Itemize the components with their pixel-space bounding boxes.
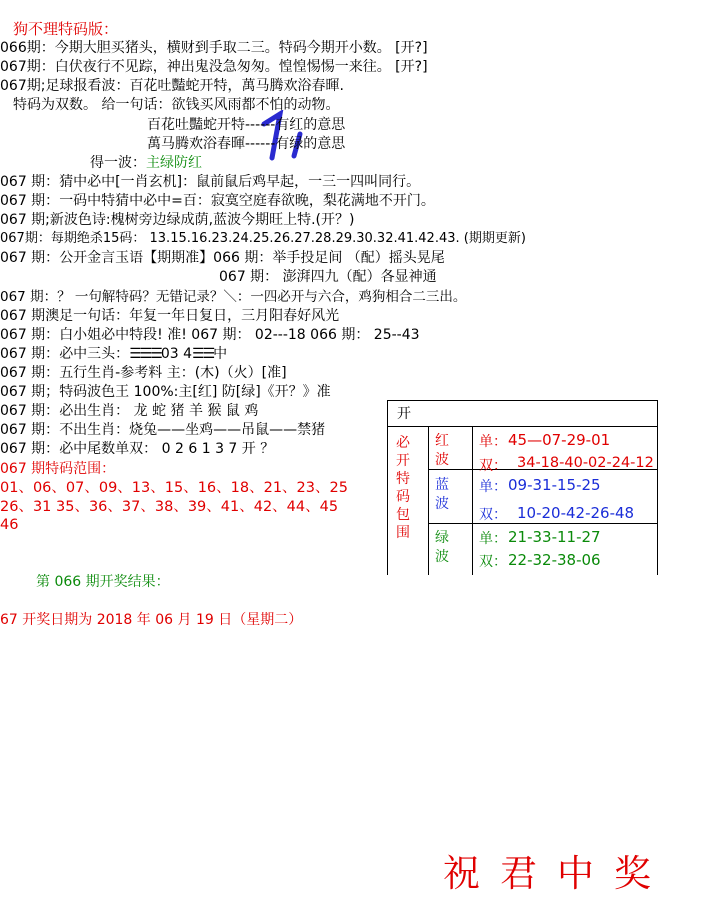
range-title: 067 期特码范围： [0,461,116,477]
line-prefix: 067 [0,365,27,381]
line-text: 得一波： [90,155,146,171]
line-suffix: 期： [26,193,60,209]
line-7 [90,154,202,172]
line-text: 一码中特猜中必中=百：寂寞空庭春欲晚，梨花满地不开门。 [59,193,435,209]
line-9 [0,192,435,210]
line-suffix: 期： [26,365,60,381]
line-text: 03 4 [160,346,193,362]
line-prefix: 067 [0,327,27,343]
line-13: 067 期： 澎湃四九（配）各显神通 [219,269,437,285]
line-suffix: 期： [26,441,60,457]
line-20 [0,402,258,420]
line-suffix: 期; [26,212,50,228]
side-label-char: 开 [396,453,410,469]
line-prefix: 067 [0,59,27,75]
line-suffix: 期： [26,174,60,190]
line-prefix: 067 [0,422,27,438]
line-prefix: 067 [0,231,25,246]
table-border [428,523,658,524]
line-prefix: 067 [0,441,27,457]
line-prefix: 067 [0,289,26,305]
line-text: 必出生肖： 龙 蛇 猪 羊 猴 鼠 鸡 [59,403,259,419]
page-title: 狗不理特码版： [13,20,119,38]
row-values: 10-20-42-26-48 [517,504,635,522]
line-suffix: 期： [24,231,51,246]
line-text: 新波色诗:槐树旁边绿成荫,蓝波今期旺上特.(开？) [49,212,355,228]
line-text: 五行生肖-参考料 主：(木)（火）[准] [59,365,287,381]
line-prefix: 067 [0,212,27,228]
line-prefix: 067 [0,250,27,266]
line-text: 每期绝杀15码： 13.15.16.23.24.25.26.27.28.29.30.32.41.42.43. (期期更新) [50,231,526,246]
table-border [387,400,658,401]
line-suffix: 期： [26,40,55,56]
line-text: 白伏夜行不见踪，神出鬼没急匆匆。惶惶惕惕一来往。 [开?] [54,59,428,75]
group-name-green: 绿 [435,530,449,546]
line-suffix: 期： [26,346,60,362]
row-label: 单： [479,531,507,547]
line-suffix: 期； [26,384,60,400]
line-prefix: 067 [0,346,27,362]
line-text: 公开金言玉语【期期准】066 期：举手投足间 （配）摇头晃尾 [59,250,445,266]
draw-date: 67 开奖日期为 2018 年 06 月 19 日（星期二） [0,612,303,628]
row-values: 09-31-15-25 [508,476,601,494]
line-21 [0,421,325,439]
side-label-char: 包 [396,507,410,523]
range-row: 46 [0,517,19,533]
line-suffix: 期： [26,59,55,75]
line-prefix: 067 [0,78,27,94]
line-text: ？ 一句解特码？无错记录？＼：一四必开与六合，鸡狗相合二三出。 [57,289,467,305]
row-values: 22-32-38-06 [508,551,601,569]
table-border [428,426,429,575]
result-title: 第 066 期开奖结果： [36,574,170,590]
line-suffix: 期： [25,289,58,305]
line-17 [0,345,227,363]
row-label: 单： [479,434,507,450]
line-16 [0,326,420,344]
row-values: 34-18-40-02-24-12 [517,455,654,471]
line-8 [0,173,420,191]
side-label-char: 围 [396,525,410,541]
bars-icon: ☰☰ [192,346,214,362]
line-suffix: 期; [26,78,46,94]
line-text: 今期大胆买猪头，横财到手取二三。特码今期开小数。 [开?] [54,40,428,56]
line-suffix: 期 [26,308,46,324]
line-text: 必中尾数单双： 0 2 6 1 3 7 开 ？ [59,441,275,457]
group-name-red: 红 [435,433,449,449]
group-name-red: 波 [435,452,449,468]
side-label-char: 码 [396,489,410,505]
line-22 [0,440,274,458]
line-text: 中 [213,346,228,362]
line-suffix: 期： [26,422,60,438]
line-text: 白小姐必中特段! 准! 067 期： 02---18 066 期： 25--43 [59,327,420,343]
line-1 [0,39,428,57]
row-label: 双： [479,458,507,474]
line-4: 特码为双数。 给一句话：欲钱买风雨都不怕的动物。 [13,97,340,113]
line-prefix: 067 [0,308,27,324]
line-suffix: 期： [26,327,60,343]
line-6: 萬马腾欢浴春暉------有绿的意思 [147,136,346,152]
line-suffix: 期： [26,403,60,419]
line-prefix: 067 [0,193,27,209]
line-14 [0,288,466,306]
line-3 [0,77,344,95]
line-5: 百花吐豔蛇开特------有红的意思 [147,117,346,133]
range-row: 01、06、07、09、13、15、16、18、21、23、25 [0,480,348,496]
line-15 [0,307,339,325]
line-text: 足球报看波：百花吐豔蛇开特，萬马腾欢浴春暉. [45,78,344,94]
line-prefix: 066 [0,40,27,56]
line-text: 澳足一句话：年复一年日复日，三月阳春好风光 [45,308,340,324]
group-name-blue: 蓝 [435,477,449,493]
table-header: 开 [397,406,411,422]
line-text: 特码波色王 100%:主[红] 防[绿]《开？》准 [59,384,331,400]
row-values: 21-33-11-27 [508,528,601,546]
line-prefix: 067 [0,384,27,400]
bars-icon: ☰☰☰ [129,346,161,362]
row-label: 单： [479,479,507,495]
result-table [387,400,658,575]
line-text: 猜中必中[一肖玄机]：鼠前鼠后鸡早起，一三一四叫同行。 [59,174,421,190]
line-text: 不出生肖：烧兔——坐鸡——吊鼠——禁猪 [59,422,326,438]
group-name-green: 波 [435,549,449,565]
row-label: 双： [479,554,507,570]
line-18 [0,364,287,382]
line-11 [0,230,526,248]
row-label: 双： [479,507,507,523]
group-name-blue: 波 [435,496,449,512]
line-suffix: 期： [26,250,60,266]
line-text-green: 主绿防红 [146,155,202,171]
row-values: 45—07-29-01 [508,431,611,449]
table-border [472,426,473,575]
line-prefix: 067 [0,403,27,419]
range-row: 26、31 35、36、37、38、39、41、42、44、45 [0,499,339,515]
side-label-char: 必 [396,435,410,451]
line-2 [0,58,428,76]
line-text: 必中三头： [59,346,130,362]
blessing-text: 祝君中奖 [443,852,671,895]
line-10 [0,211,354,229]
line-19 [0,383,331,401]
side-label-char: 特 [396,471,410,487]
line-12 [0,249,445,267]
line-prefix: 067 [0,174,27,190]
